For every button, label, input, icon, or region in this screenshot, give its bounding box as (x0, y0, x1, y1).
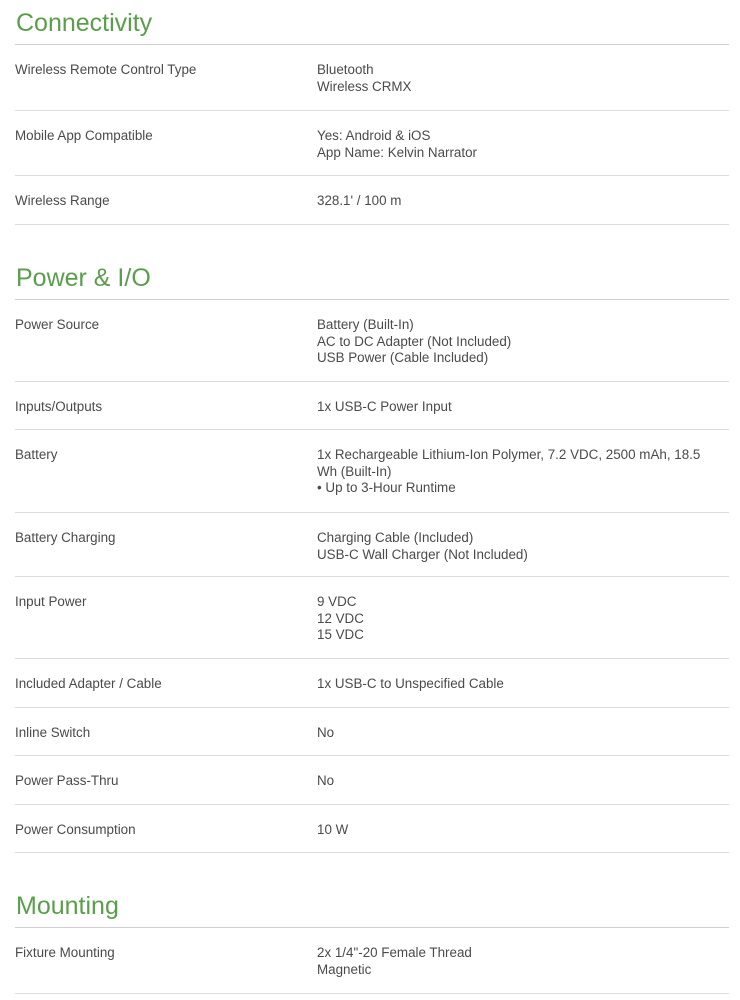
spec-row-power-pass-thru (15, 756, 729, 805)
spec-value-line: • Up to 3-Hour Runtime (317, 480, 456, 495)
spec-row-inputs-outputs (15, 382, 729, 430)
spec-value-line: App Name: Kelvin Narrator (317, 144, 478, 160)
spec-value (317, 530, 729, 576)
section-connectivity (15, 8, 729, 225)
section-title: Power & I/O (15, 263, 729, 300)
spec-label: Battery Charging (15, 530, 116, 545)
spec-value (317, 676, 729, 707)
spec-label: Wireless Range (15, 193, 110, 208)
spec-value-line: No (317, 773, 335, 788)
spec-value (317, 594, 729, 658)
spec-value-line: 9 VDC (317, 594, 357, 609)
spec-label: Power Source (15, 317, 100, 332)
spec-value (317, 822, 729, 852)
section-mounting (15, 891, 729, 994)
spec-row-power-consumption (15, 805, 729, 853)
spec-value (317, 62, 729, 110)
spec-value (317, 128, 729, 175)
spec-value (317, 447, 729, 512)
spec-value (317, 725, 729, 755)
spec-label: Inline Switch (15, 725, 91, 740)
spec-value-line: No (317, 725, 335, 740)
spec-row-battery-charging (15, 513, 729, 577)
spec-label: Fixture Mounting (15, 945, 115, 960)
spec-row-wireless-remote-control-type (15, 45, 729, 111)
section-title: Connectivity (15, 8, 729, 45)
spec-row-wireless-range (15, 176, 729, 225)
spec-value-line: Bluetooth (317, 62, 374, 77)
spec-value-line: Yes: Android & iOS (317, 128, 431, 143)
spec-value (317, 193, 729, 224)
spec-value-line: 1x USB-C to Unspecified Cable (317, 676, 504, 691)
spec-value-line: 10 W (317, 822, 349, 837)
spec-value (317, 945, 729, 993)
spec-value-line: USB-C Wall Charger (Not Included) (317, 546, 528, 562)
spec-row-inline-switch (15, 708, 729, 756)
spec-row-power-source (15, 300, 729, 382)
spec-row-included-adapter-cable (15, 659, 729, 708)
spec-label: Input Power (15, 594, 87, 609)
spec-value-line: 1x Rechargeable Lithium-Ion Polymer, 7.2 VDC, 2500 mAh, 18.5 (317, 447, 701, 462)
spec-value-line: USB Power (Cable Included) (317, 350, 489, 365)
spec-value-line: Magnetic (317, 961, 372, 977)
spec-value-line: Wireless CRMX (317, 78, 412, 94)
spec-value-line: Battery (Built-In) (317, 317, 414, 332)
spec-row-fixture-mounting (15, 928, 729, 994)
spec-label: Included Adapter / Cable (15, 676, 162, 691)
spec-value-line: Charging Cable (Included) (317, 530, 474, 545)
spec-value-line: AC to DC Adapter (Not Included) (317, 333, 512, 349)
spec-label: Power Pass-Thru (15, 773, 119, 788)
spec-value (317, 773, 729, 804)
spec-value-line: 2x 1/4"-20 Female Thread (317, 945, 472, 960)
spec-label: Battery (15, 447, 58, 462)
spec-row-mobile-app-compatible (15, 111, 729, 176)
spec-label: Wireless Remote Control Type (15, 62, 197, 77)
spec-value-line: 12 VDC (317, 610, 364, 626)
spec-value-line: 15 VDC (317, 627, 364, 642)
spec-row-battery (15, 430, 729, 513)
spec-label: Inputs/Outputs (15, 399, 103, 414)
spec-value (317, 317, 729, 381)
section-power-io (15, 263, 729, 853)
spec-row-input-power (15, 577, 729, 659)
spec-value-line: Wh (Built-In) (317, 463, 392, 479)
section-title: Mounting (15, 891, 729, 928)
spec-value-line: 328.1' / 100 m (317, 193, 402, 208)
spec-value-line: 1x USB-C Power Input (317, 399, 452, 414)
spec-label: Mobile App Compatible (15, 128, 153, 143)
spec-label: Power Consumption (15, 822, 136, 837)
spec-value (317, 399, 729, 429)
